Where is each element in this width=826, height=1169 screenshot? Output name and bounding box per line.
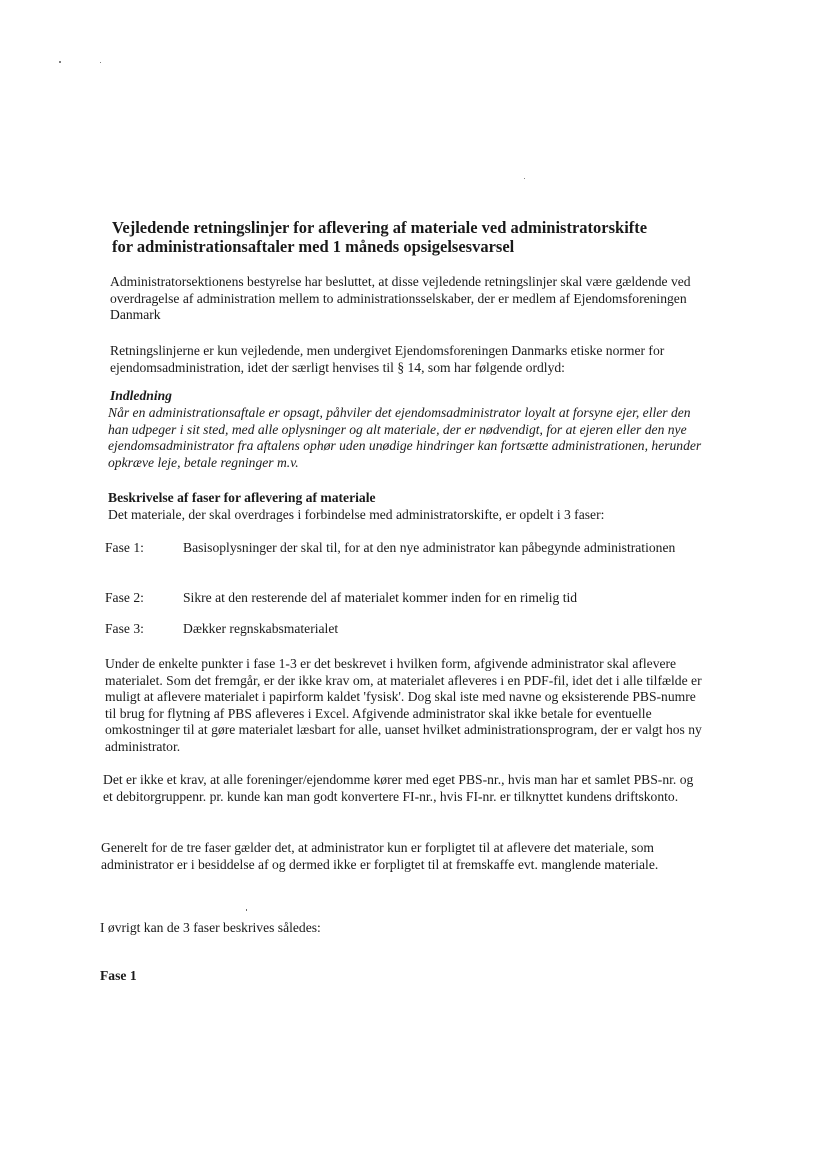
phases-heading: Beskrivelse af faser for aflevering af materiale — [108, 490, 376, 505]
scan-speck — [524, 178, 525, 179]
title-line-1: Vejledende retningslinjer for aflevering af materiale ved administratorskifte — [112, 218, 648, 237]
paragraph-general-obligation: Generelt for de tre faser gælder det, at administrator kun er forpligtet til at aflevere det materiale, som administrator er i besiddelse af og dermed ikke er forpligtet til at fremskaffe evt. manglende materiale. — [101, 840, 659, 872]
paragraph-pbs-requirement: Det er ikke et krav, at alle foreninger/ejendomme kører med eget PBS-nr., hvis man har et samlet PBS-nr. og et debitorgruppenr. pr. kunde kan man godt konvertere FI-nr., hvis FI-nr. er tilknyttet kundens driftskonto. — [103, 772, 694, 804]
scan-speck — [246, 909, 247, 911]
phase-label: Fase 3: — [105, 621, 144, 636]
paragraph-board-decision: Administratorsektionens bestyrelse har besluttet, at disse vejledende retningslinjer skal være gældende ved overdragelse af administration mellem to administrationsselskaber, der er medlem af Ejendomsforeningen Danmark — [110, 274, 691, 322]
document-title — [112, 218, 712, 256]
phase-text: Basisoplysninger der skal til, for at den nye administrator kan påbegynde administrationen — [183, 540, 676, 555]
paragraph-format-details: Under de enkelte punkter i fase 1-3 er det beskrevet i hvilken form, afgivende administrator skal aflevere materialet. Som det fremgår, er der ikke krav om, at materialet afleveres i en PDF-fil, idet det i alle tilfælde er muligt at aflevere materialet i papirform kaldet 'fysisk'. Dog skal iste med navne og eksisterende PBS-numre til brug for flytning af PBS afleveres i Excel. Afgivende administrator skal ikke betale for eventuelle omkostninger til at gøre materialet læsbart for alle, uanset hvilket administrationsprogram, der er valgt hos ny administrator. — [105, 656, 702, 754]
phase-label: Fase 2: — [105, 590, 144, 605]
scan-speck — [59, 61, 61, 63]
paragraph-phase-overview: I øvrigt kan de 3 faser beskrives således: — [100, 920, 321, 935]
scan-speck — [100, 62, 101, 63]
phase-text: Sikre at den resterende del af materialet kommer inden for en rimelig tid — [183, 590, 578, 605]
paragraph-guidelines-note: Retningslinjerne er kun vejledende, men undergivet Ejendomsforeningen Danmarks etiske normer for ejendomsadministration, idet der særligt henvises til § 14, som har følgende ordlyd: — [110, 343, 665, 375]
section-heading-fase-1: Fase 1 — [100, 968, 137, 983]
title-line-2: for administrationsaftaler med 1 måneds opsigelsesvarsel — [112, 237, 515, 256]
phase-label: Fase 1: — [105, 540, 144, 555]
phase-text: Dækker regnskabsmaterialet — [183, 621, 339, 636]
intro-heading: Indledning — [110, 388, 172, 403]
phases-intro: Det materiale, der skal overdrages i forbindelse med administratorskifte, er opdelt i 3 faser: — [108, 507, 605, 522]
intro-text: Når en administrationsaftale er opsagt, påhviler det ejendomsadministrator loyalt at forsyne ejer, eller den han udpeger i sit sted, med alle oplysninger og alt materiale, der er nødvendigt, for at ejeren eller den nye ejendomsadministrator fra aftalens ophør uden unødige hindringer kan fortsætte administrationen, herunder opkræve leje, betale regninger m.v. — [108, 405, 702, 470]
